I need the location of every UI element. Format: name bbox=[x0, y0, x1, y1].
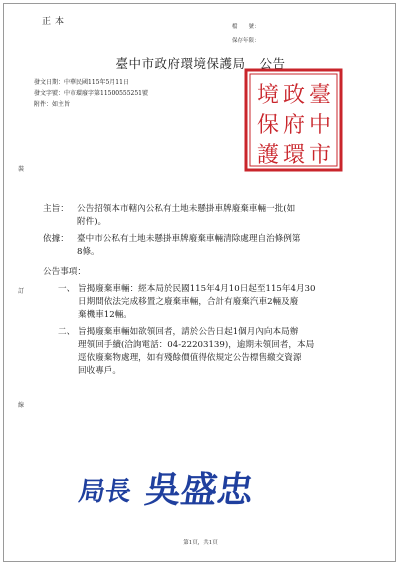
subject-label: 主旨： bbox=[43, 204, 69, 214]
attachment-note: 附件：如主旨 bbox=[34, 101, 71, 108]
basis-line: 臺中市公私有土地未懸掛車牌廢棄車輛清除處理自治條例第 bbox=[77, 234, 301, 244]
director-signature bbox=[64, 456, 274, 516]
item-line: 理領回手續(洽詢電話：04-22203139)，逾期未領回者，本局 bbox=[78, 340, 315, 350]
item-line: 逕依廢棄物處理，如有殘餘價值得依規定公告標售繳交資源 bbox=[78, 353, 302, 363]
copy-mark: 正本 bbox=[42, 17, 69, 27]
item-line: 棄機車12輛。 bbox=[78, 310, 132, 320]
svg-text:境: 境 bbox=[256, 83, 280, 108]
svg-text:護: 護 bbox=[256, 143, 280, 168]
document-number: 發文字號：中市環廢字第11500555251號 bbox=[34, 90, 148, 97]
official-seal bbox=[244, 68, 343, 172]
item-line: 回收專戶。 bbox=[78, 366, 121, 376]
document-page bbox=[3, 3, 396, 562]
svg-text:府: 府 bbox=[282, 113, 306, 138]
retention-period-label: 保存年限： bbox=[232, 38, 260, 44]
svg-text:保: 保 bbox=[256, 113, 280, 138]
document-type: 公告 bbox=[259, 56, 286, 71]
svg-text:政: 政 bbox=[282, 83, 306, 108]
svg-text:臺: 臺 bbox=[308, 83, 332, 108]
subject-line: 附件)。 bbox=[77, 217, 107, 227]
archive-number-label: 檔 號： bbox=[232, 24, 260, 30]
item-number: 一、 bbox=[58, 284, 76, 294]
item-line: 旨揭廢棄車輛如欲領回者，請於公告日起1個月內向本局辦 bbox=[78, 327, 299, 337]
basis-label: 依據： bbox=[43, 234, 69, 244]
basis-line: 8條。 bbox=[77, 247, 100, 257]
announcement-items-heading: 公告事項： bbox=[43, 267, 86, 277]
binding-mark-top: 裝 bbox=[18, 166, 25, 173]
issue-date: 發文日期：中華民國115年5月11日 bbox=[34, 79, 129, 86]
page-number: 第1頁，共1頁 bbox=[183, 540, 218, 546]
svg-text:中: 中 bbox=[308, 113, 332, 138]
subject-line: 公告招領本市轄內公私有土地未懸掛車牌廢棄車輛一批(如 bbox=[77, 204, 296, 214]
item-number: 二、 bbox=[58, 327, 76, 337]
svg-text:市: 市 bbox=[308, 143, 332, 168]
item-line: 日期間依法完成移置之廢棄車輛，合計有廢棄汽車2輛及廢 bbox=[78, 297, 299, 307]
binding-mark-bottom: 線 bbox=[18, 402, 25, 409]
binding-mark-middle: 訂 bbox=[18, 288, 25, 295]
svg-text:吳盛忠: 吳盛忠 bbox=[142, 468, 257, 511]
item-line: 旨揭廢棄車輛：經本局於民國115年4月10日起至115年4月30 bbox=[78, 284, 316, 294]
svg-text:局長: 局長 bbox=[76, 476, 134, 507]
agency-name: 臺中市政府環境保護局 bbox=[115, 56, 246, 71]
svg-text:環: 環 bbox=[282, 143, 306, 168]
